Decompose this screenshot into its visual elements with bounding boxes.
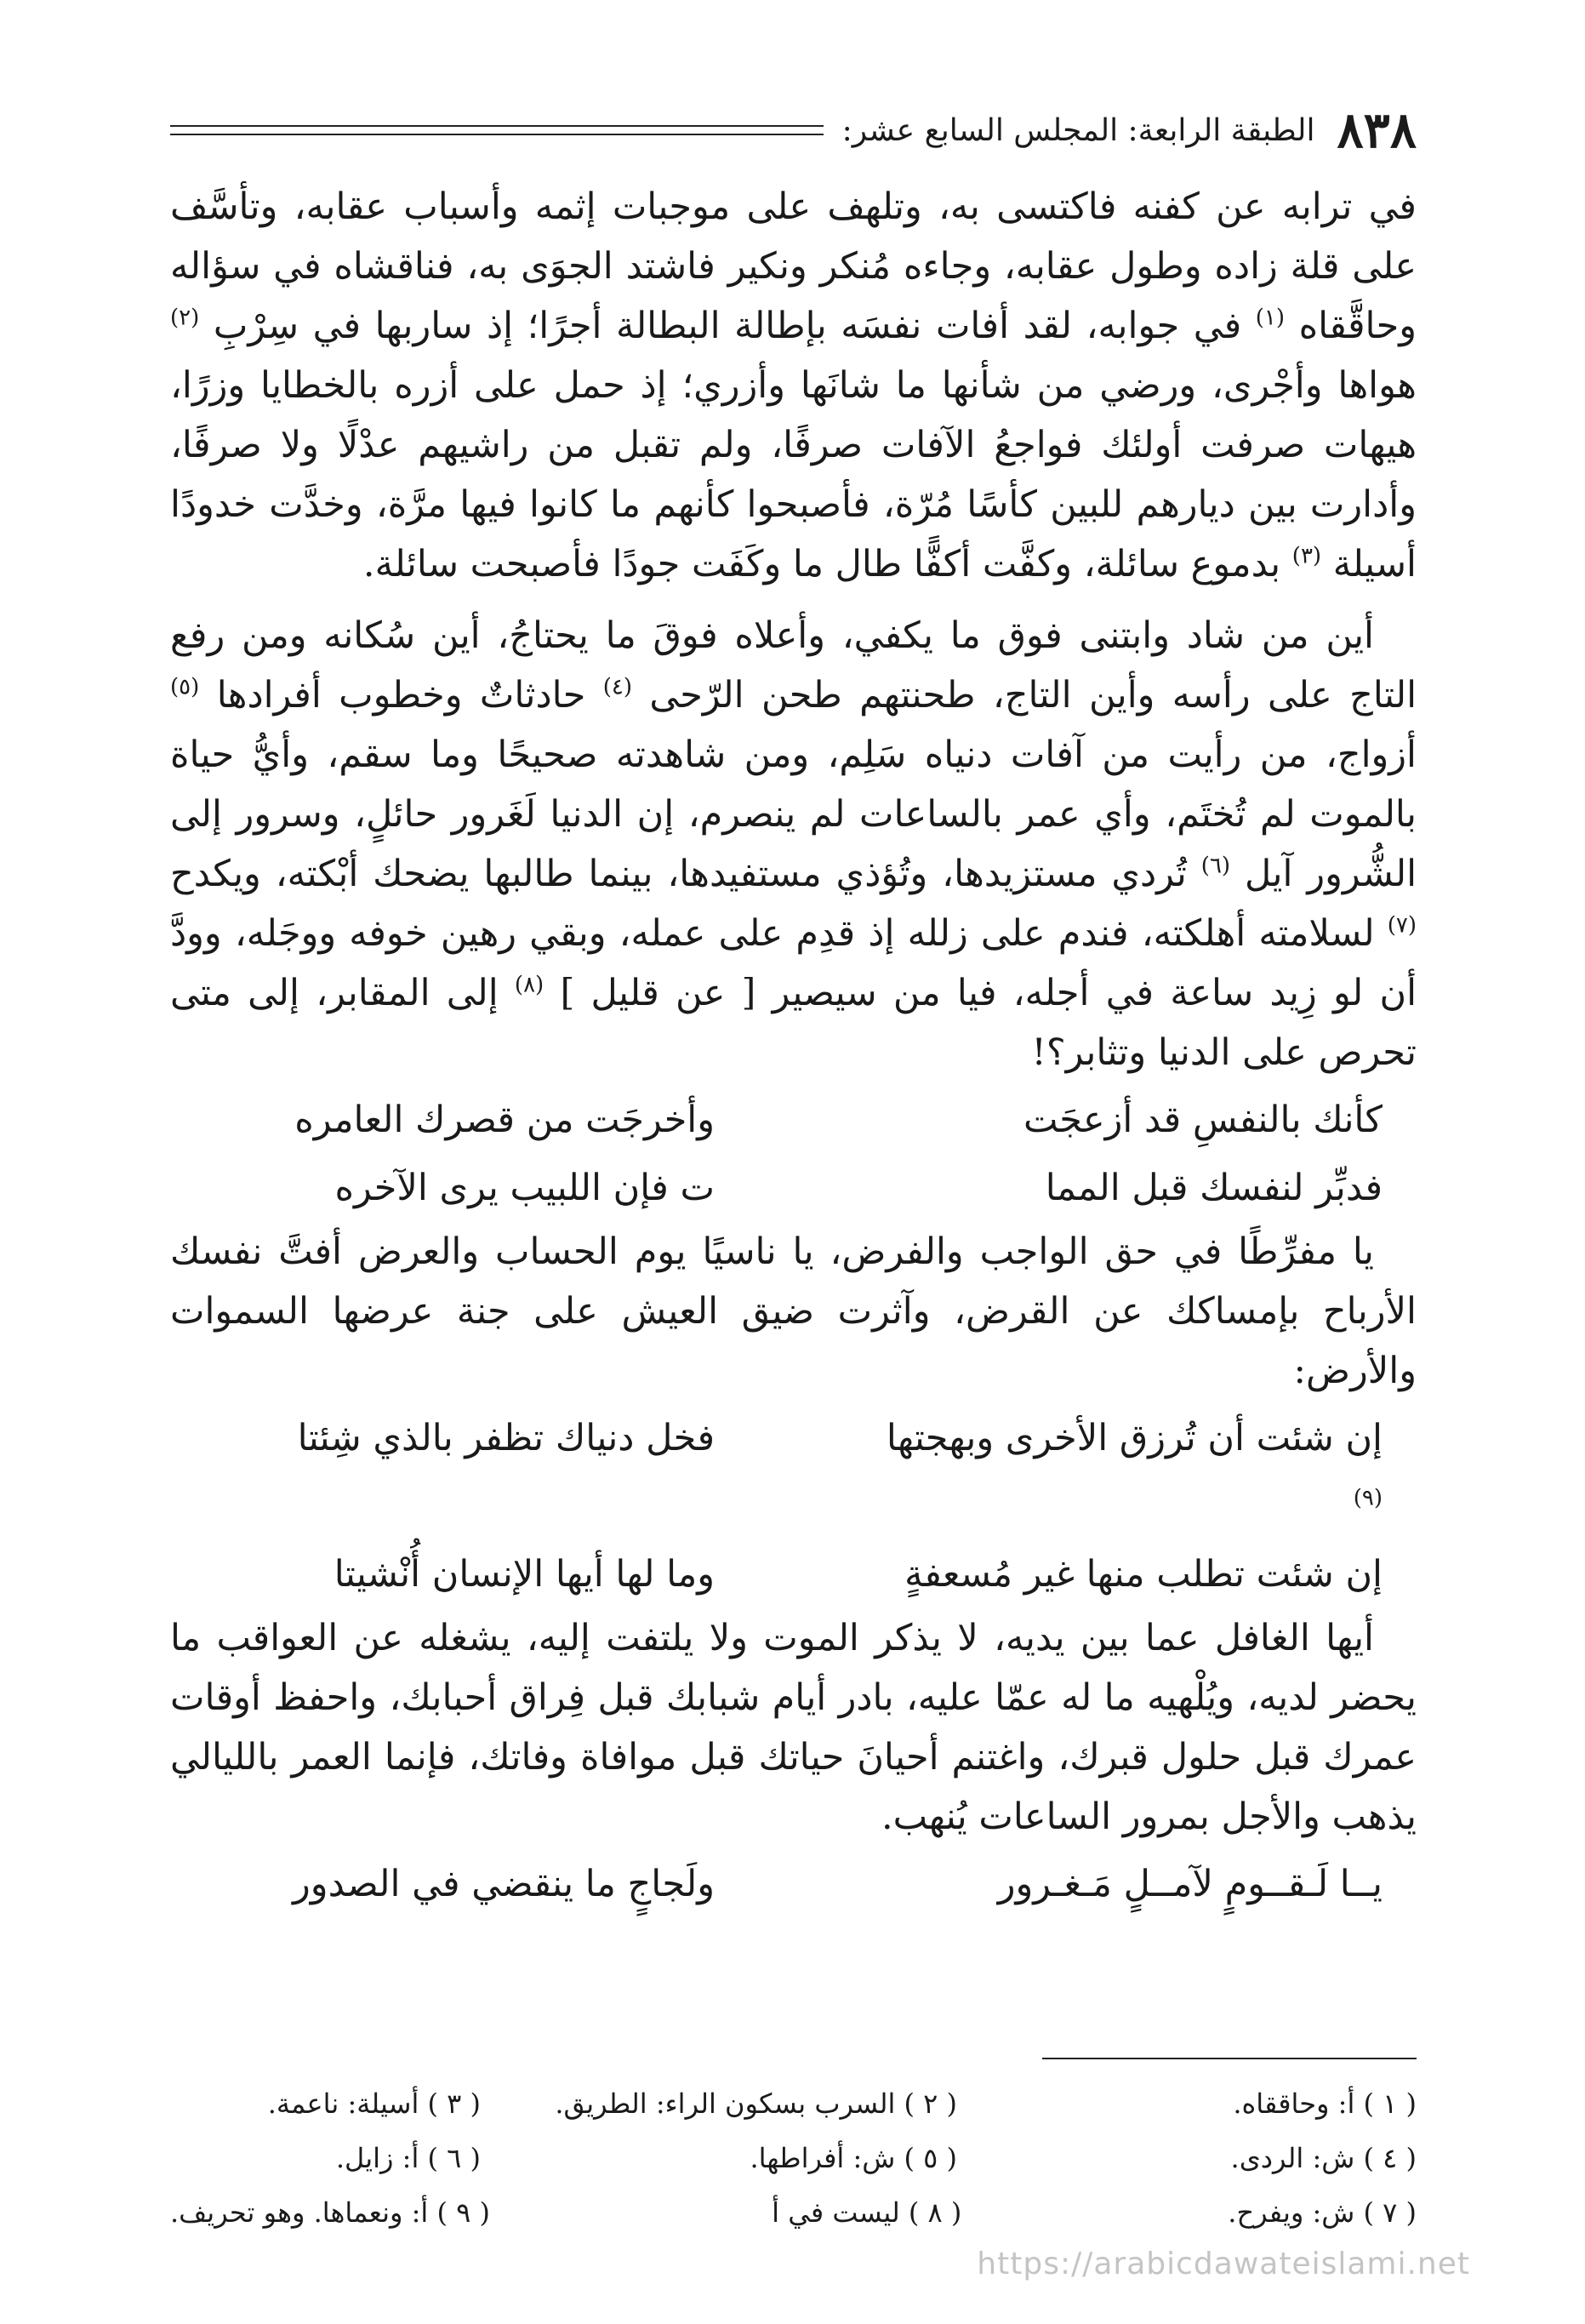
hemistich-first: كأنك بالنفسِ قد أزعجَت [1023, 1099, 1383, 1141]
paragraph-2 [170, 606, 1417, 1082]
running-title: الطبقة الرابعة: المجلس السابع عشر: [841, 112, 1315, 148]
footnote-ref[interactable]: (٢) [170, 305, 200, 331]
footnote-ref[interactable]: (٥) [170, 674, 200, 700]
text-span: أزواج، من رأيت من آفات دنياه سَلِم، ومن شاهدته صحيحًا وما سقم، وأيُّ حياة بالموت لم تُختَم، وأي عمر بالساعات لم ينصرم، إن الدنيا لَغَرور حائلٍ، وسرور إلى الشُّرور آيل [170, 734, 1417, 895]
page-number: ٨٣٨ [1337, 101, 1417, 159]
text-span: تُردي مستزيدها، وتُؤذي مستفيدها، بينما طالبها يضحك أبْكته، ويكدح [170, 853, 1187, 895]
footnote: ( ١ ) أ: وحاققاه. [1233, 2087, 1417, 2120]
paragraph-4: أيها الغافل عما بين يديه، لا يذكر الموت ولا يلتفت إليه، يشغله عن العواقب ما يحضر لديه، ويُلْهيه ما له عمّا عليه، بادر أيام شبابك قبل فِراق أحبابك، واحفظ أوقات عمرك قبل حلول قبرك، واغتنم أحيانَ حياتك قبل موافاة وفاتك، فإنما العمر بالليالي يذهب والأجل بمرور الساعات يُنهب. [170, 1617, 1417, 1838]
hemistich-text: إن شئت أن تُرزق الأخرى وبهجتها [886, 1417, 1383, 1459]
footnote: ( ٩ ) أ: ونعماها. وهو تحريف. [170, 2196, 490, 2229]
footnote-ref[interactable]: (٣) [1291, 543, 1322, 569]
hemistich-second: فخل دنياك تظفر بالذي شِئتا [297, 1417, 715, 1459]
footnote-ref[interactable]: (٤) [602, 674, 632, 700]
footnote-ref[interactable]: (١) [1255, 305, 1286, 331]
hemistich-second: ت فإن اللبيب يرى الآخره [334, 1167, 715, 1209]
verse-line [170, 1850, 1417, 1918]
text-span: بدموع سائلة، وكفَّت أكفًّا طال ما وكَفَت جودًا فأصبحت سائلة. [362, 543, 1281, 585]
footnote-row [170, 2185, 1417, 2240]
text-span: حادثاتٌ وخطوب أفرادها [216, 674, 586, 717]
poem-3 [170, 1850, 1417, 1918]
hemistich-first [864, 1404, 1383, 1540]
hemistich-first: إن شئت تطلب منها غير مُسعفةٍ [904, 1553, 1383, 1596]
hemistich-second: وأخرجَت من قصرك العامره [294, 1099, 715, 1141]
footnote-ref[interactable]: (٨) [514, 972, 544, 998]
verse-line [170, 1404, 1417, 1540]
text-span: لسلامته أهلكته، فندم على زلله إذ قدِم على عمله، وبقي رهين خوفه ووجَله، وودَّ أن لو زِيد ساعة في أجله، فيا من سيصير [ عن قليل ] [170, 912, 1417, 1014]
watermark-url: https://arabicdawateislami.net [977, 2247, 1470, 2281]
verse-line [170, 1540, 1417, 1608]
footnote: ( ٦ ) أ: زايل. [335, 2142, 481, 2174]
footnote: ( ٨ ) ليست في أ [772, 2196, 962, 2229]
footnote-ref[interactable]: (٩) [1353, 1485, 1383, 1511]
hemistich-first: يــا لَـقــومٍ لآمــلٍ مَـغـرور [997, 1863, 1383, 1905]
header-double-rule [170, 125, 824, 135]
footnote-ref[interactable]: (٧) [1387, 912, 1417, 939]
text-span: في جوابه، لقد أفات نفسَه بإطالة البطالة أجرًا؛ إذ ساربها في سِرْبِ [213, 305, 1242, 347]
verse-line [170, 1086, 1417, 1154]
footnote-ref[interactable]: (٦) [1200, 853, 1231, 879]
text-span: في ترابه عن كفنه فاكتسى به، وتلهف على موجبات إثمه وأسباب عقابه، وتأسَّف على قلة زاده وطول عقابه، وجاءه مُنكر ونكير فاشتد الجوَى به، فناقشاه في سؤاله وحاقَّقاه [170, 186, 1417, 347]
footnote-row [170, 2076, 1417, 2131]
hemistich-second: ولَجاجٍ ما ينقضي في الصدور [293, 1863, 715, 1905]
footnote: ( ٢ ) السرب بسكون الراء: الطريق. [555, 2087, 957, 2120]
footnote: ( ٣ ) أسيلة: ناعمة. [267, 2087, 481, 2120]
footnote-separator [1042, 2058, 1417, 2059]
poem-2 [170, 1404, 1417, 1608]
footnote-row [170, 2131, 1417, 2185]
footnote: ( ٧ ) ش: ويفرح. [1228, 2196, 1417, 2229]
poem-1 [170, 1086, 1417, 1222]
text-span: إلى المقابر، إلى متى تحرص على الدنيا وتثابر؟! [170, 972, 1417, 1074]
footnote: ( ٥ ) ش: أفراطها. [750, 2142, 957, 2174]
paragraph-1 [170, 177, 1417, 594]
hemistich-first: فدبِّر لنفسك قبل المما [1045, 1167, 1383, 1209]
text-span: هواها وأجْرى، ورضي من شأنها ما شانَها وأزري؛ إذ حمل على أزره بالخطايا وزرًا، هيهات صرفت أولئك فواجعُ الآفات صرفًا، ولم تقبل من راشيهم عدْلًا ولا صرفًا، وأدارت بين ديارهم للبين كأسًا مُرّة، فأصبحوا كأنهم ما كانوا فيها مرَّة، وخدَّت خدودًا أسيلة [170, 364, 1417, 585]
main-text [170, 177, 1417, 1918]
text-span: أين من شاد وابتنى فوق ما يكفي، وأعلاه فوقَ ما يحتاجُ، أين سُكانه ومن رفع التاج على رأسه وأين التاج، طحنتهم طحن الرّحى [170, 614, 1417, 717]
footnote: ( ٤ ) ش: الردى. [1230, 2142, 1417, 2174]
footnotes [170, 2076, 1417, 2240]
page-header [170, 100, 1417, 160]
verse-line [170, 1154, 1417, 1222]
hemistich-second: وما لها أيها الإنسان أُنْشيتا [334, 1553, 715, 1596]
paragraph-3: يا مفرِّطًا في حق الواجب والفرض، يا ناسيًا يوم الحساب والعرض أفتَّ نفسك الأرباح بإمساكك عن القرض، وآثرت ضيق العيش على جنة عرضها السموات والأرض: [170, 1231, 1417, 1392]
